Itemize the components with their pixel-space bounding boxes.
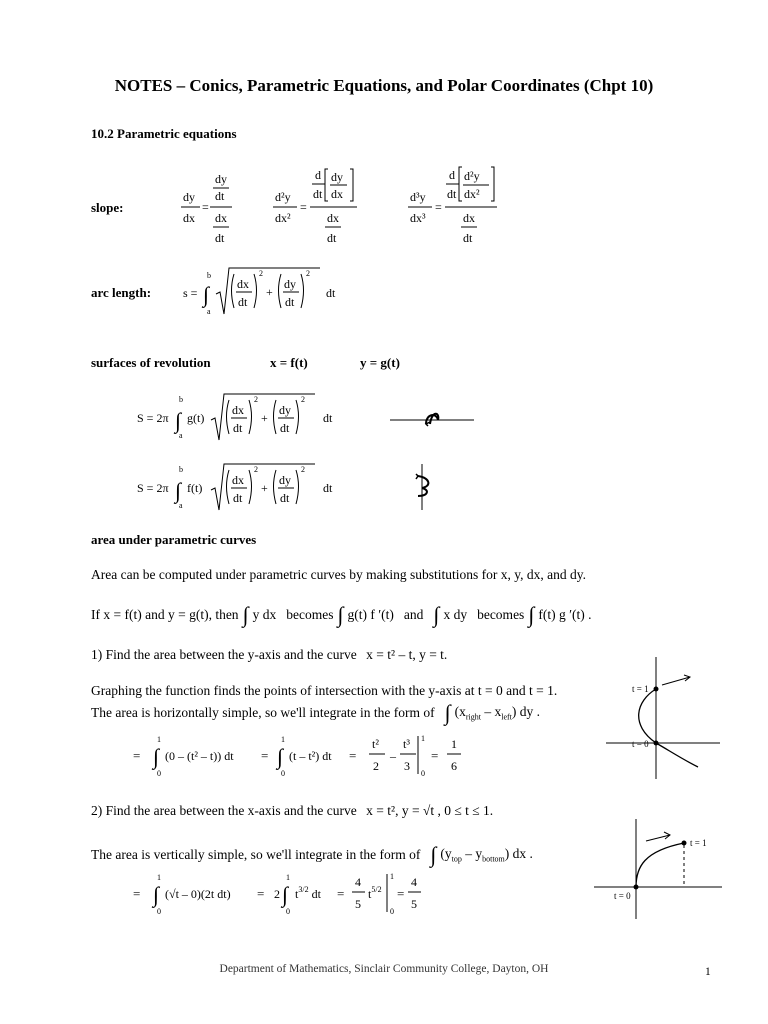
if-text: If x = f(t) and y = g(t), then	[91, 607, 239, 622]
slope2-dx2: dx²	[275, 211, 291, 225]
ex1-eq4: =	[431, 748, 439, 763]
integral-sign: ∫	[528, 602, 535, 627]
ex1-int2: ∫	[277, 744, 284, 769]
ex1-int2-lower: 0	[281, 769, 285, 778]
arc-lim-b: b	[207, 271, 211, 280]
ex2-question-text: 2) Find the area between the x-axis and the curve	[91, 803, 357, 818]
surf1-plus: +	[261, 411, 268, 425]
surf2-plus: +	[261, 481, 268, 495]
slope3-eq: =	[435, 200, 442, 214]
integral-sign: ∫	[242, 602, 249, 627]
surf2-s-eq: S = 2π	[137, 481, 169, 495]
rotation-about-y-axis-icon	[412, 462, 436, 512]
surf1-dt-final: dt	[323, 411, 333, 425]
surf1-dt1: dt	[233, 421, 243, 435]
example2-calculation	[125, 868, 435, 920]
surf1-lim-b: b	[179, 395, 183, 404]
ex2-eval-lower: 0	[390, 907, 394, 916]
f-gprime: f(t) g ′(t) .	[538, 607, 592, 622]
integral-sign: ∫	[430, 842, 437, 867]
page-number: 1	[705, 966, 711, 978]
becomes-1: becomes	[286, 607, 334, 622]
slope1-dy: dy	[183, 190, 195, 204]
ex2-int1: ∫	[153, 882, 160, 907]
ex1-calc2: (t – t²) dt	[289, 749, 332, 763]
ex1-minus: –	[390, 749, 396, 763]
arc-dy: dy	[284, 277, 296, 291]
ex2-eval-upper: 1	[390, 872, 394, 881]
surfaces-y: y = g(t)	[360, 355, 400, 370]
slope-formulas	[175, 165, 515, 250]
surf2-dy: dy	[279, 473, 291, 487]
surf2-dt2: dt	[280, 491, 290, 505]
surf2-ft: f(t)	[187, 481, 203, 495]
ex1-t2: t²	[372, 737, 379, 751]
ex2-calc2: $t^{3/2}$ dt	[295, 885, 321, 901]
slope3-den-dx: dx	[463, 211, 475, 225]
slope-label: slope:	[91, 200, 124, 215]
ex1-eq3: =	[349, 748, 357, 763]
area-intro: Area can be computed under parametric curves by making substitutions for x, y, dx, and dy.	[91, 567, 586, 582]
slope2-d: d	[315, 168, 321, 182]
slope3-dx3: dx³	[410, 211, 426, 225]
ex2-int2: ∫	[282, 882, 289, 907]
graph1-label-top: t = 1	[632, 684, 649, 694]
arc-dt1: dt	[238, 295, 248, 309]
ex1-form: $(x_{right} - x_{left})$ dy .	[454, 704, 541, 722]
ex2-five: 5	[355, 897, 361, 911]
arc-dt-final: dt	[326, 286, 336, 300]
graph2-label-left: t = 0	[614, 891, 631, 901]
surf2-lim-b: b	[179, 465, 183, 474]
ex1-line2-text: The area is horizontally simple, so we'll integrate in the form of	[91, 705, 435, 720]
ex1-ans-num: 1	[451, 737, 457, 751]
surf1-sq1: 2	[254, 395, 258, 404]
slope3-d: d	[449, 168, 455, 182]
surf1-gt: g(t)	[187, 411, 205, 425]
ex1-three: 3	[404, 759, 410, 773]
arc-dt2: dt	[285, 295, 295, 309]
example2-question	[91, 803, 493, 819]
ydx: y dx	[252, 607, 277, 622]
integral-sign: ∫	[433, 602, 440, 627]
slope3-den-dt: dt	[463, 231, 473, 245]
surf1-lim-a: a	[179, 431, 183, 440]
arc-length-formula	[180, 262, 360, 322]
ex1-question-text: 1) Find the area between the y-axis and the curve	[91, 647, 357, 662]
ex2-int2-upper: 1	[286, 873, 290, 882]
example1-calculation	[125, 730, 475, 782]
ex2-ans-den: 5	[411, 897, 417, 911]
slope2-den-dx: dx	[327, 211, 339, 225]
g-fprime: g(t) f ′(t)	[347, 607, 394, 622]
graph1-point-top	[654, 687, 659, 692]
ex2-curve: x = t², y = √t , 0 ≤ t ≤ 1.	[366, 803, 494, 818]
footer: Department of Mathematics, Sinclair Community College, Dayton, OH	[219, 963, 549, 975]
ex1-eval-upper: 1	[421, 734, 425, 743]
substitution-line	[91, 600, 592, 630]
surface-y-axis-formula	[135, 458, 360, 518]
slope1-den-dx: dx	[215, 211, 227, 225]
arc-sq2: 2	[306, 269, 310, 278]
surf2-sq2: 2	[301, 465, 305, 474]
slope2-inner-dx: dx	[331, 187, 343, 201]
ex2-int1-upper: 1	[157, 873, 161, 882]
surfaces-label: surfaces of revolution	[91, 355, 211, 370]
slope1-eq: =	[202, 200, 209, 214]
rotation-about-x-axis-icon	[388, 410, 478, 434]
surf2-sq1: 2	[254, 465, 258, 474]
surf2-integral: ∫	[175, 478, 182, 503]
surf2-dt1: dt	[233, 491, 243, 505]
becomes-2: becomes	[477, 607, 525, 622]
and-text: and	[403, 607, 424, 622]
example2-line1	[91, 842, 533, 868]
ex2-eq2: =	[257, 886, 265, 901]
arc-dx: dx	[237, 277, 249, 291]
graph2	[592, 815, 732, 920]
ex1-eval-lower: 0	[421, 769, 425, 778]
graph1-curve	[639, 689, 698, 767]
ex1-int1-upper: 1	[157, 735, 161, 744]
ex1-two: 2	[373, 759, 379, 773]
integral-sign: ∫	[444, 700, 451, 725]
graph2-point-origin	[634, 885, 639, 890]
slope1-den-dt: dt	[215, 231, 225, 245]
graph1-point-bottom	[654, 741, 659, 746]
arc-s-eq: s =	[183, 286, 198, 300]
example1-line2	[91, 700, 540, 726]
arc-integral-sign: ∫	[203, 282, 210, 307]
section-heading: 10.2 Parametric equations	[91, 126, 237, 141]
slope1-num-dy: dy	[215, 172, 227, 186]
ex1-calc1: (0 – (t² – t)) dt	[165, 749, 234, 763]
slope2-dt: dt	[313, 187, 323, 201]
ex1-curve: x = t² – t, y = t.	[366, 647, 448, 662]
ex1-int1: ∫	[153, 744, 160, 769]
arc-sq1: 2	[259, 269, 263, 278]
slope1-num-dt: dt	[215, 189, 225, 203]
ex2-t52: $t^{5/2}$	[368, 885, 382, 901]
slope1-dx: dx	[183, 211, 195, 225]
example1-line1: Graphing the function finds the points of intersection with the y-axis at t = 0 and t = 1.	[91, 683, 558, 698]
ex1-eq2: =	[261, 748, 269, 763]
graph2-label-right: t = 1	[690, 838, 707, 848]
ex2-eq1: =	[133, 886, 141, 901]
area-heading: area under parametric curves	[91, 532, 257, 547]
slope2-d2y: d²y	[275, 190, 291, 204]
ex1-int1-lower: 0	[157, 769, 161, 778]
ex2-calc1: (√t – 0)(2t dt)	[165, 887, 231, 901]
surface-x-axis-formula	[135, 388, 360, 448]
surf1-sq2: 2	[301, 395, 305, 404]
xdy: x dy	[443, 607, 468, 622]
arc-length-label: arc length:	[91, 285, 152, 300]
integral-sign: ∫	[337, 602, 344, 627]
surf1-dx: dx	[232, 403, 244, 417]
graph1-label-bottom: t = 0	[632, 739, 649, 749]
ex2-int2-lower: 0	[286, 907, 290, 916]
surfaces-x: x = f(t)	[270, 355, 308, 370]
surf2-lim-a: a	[179, 501, 183, 510]
ex2-line1-text: The area is vertically simple, so we'll integrate in the form of	[91, 847, 421, 862]
ex1-int2-upper: 1	[281, 735, 285, 744]
surf2-dx: dx	[232, 473, 244, 487]
ex1-eq1: =	[133, 748, 141, 763]
page-title: NOTES – Conics, Parametric Equations, and Polar Coordinates (Chpt 10)	[114, 76, 654, 95]
slope2-den-dt: dt	[327, 231, 337, 245]
ex2-int1-lower: 0	[157, 907, 161, 916]
ex1-ans-den: 6	[451, 759, 457, 773]
surf1-integral: ∫	[175, 408, 182, 433]
slope3-inner-dx2: dx²	[464, 187, 480, 201]
slope3-d3y: d³y	[410, 190, 426, 204]
ex2-ans-num: 4	[411, 875, 417, 889]
graph2-point-end	[682, 841, 687, 846]
ex2-eq3: =	[337, 886, 345, 901]
ex2-form: $(y_{top} - y_{bottom})$ dx .	[440, 846, 533, 864]
ex2-four: 4	[355, 875, 361, 889]
graph2-curve	[636, 843, 684, 887]
ex2-two: 2	[274, 887, 280, 901]
example1-question	[91, 647, 447, 663]
slope3-dt: dt	[447, 187, 457, 201]
slope2-inner-dy: dy	[331, 170, 343, 184]
arc-lim-a: a	[207, 307, 211, 316]
ex1-t3: t³	[403, 737, 410, 751]
surf2-dt-final: dt	[323, 481, 333, 495]
slope3-inner-d2y: d²y	[464, 169, 480, 183]
graph1	[602, 655, 722, 780]
surf1-dt2: dt	[280, 421, 290, 435]
ex2-eq4: =	[397, 886, 405, 901]
arc-plus: +	[266, 285, 273, 299]
surf1-s-eq: S = 2π	[137, 411, 169, 425]
surf1-dy: dy	[279, 403, 291, 417]
slope2-eq: =	[300, 200, 307, 214]
